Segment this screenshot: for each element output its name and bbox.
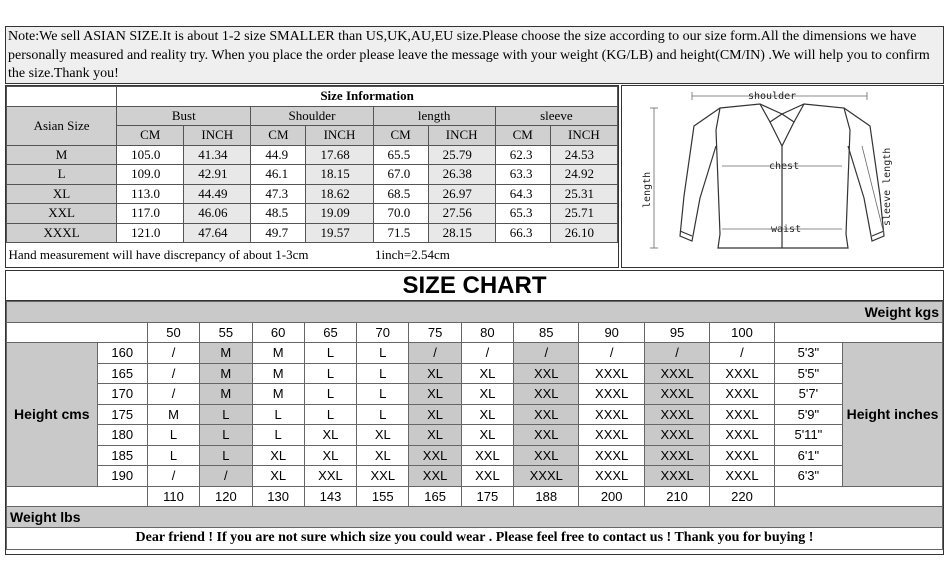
weight-lb-cell: 175	[461, 486, 513, 507]
measurement-value: 71.5	[373, 223, 428, 243]
unit-header: INCH	[428, 126, 495, 146]
measurement-footnote: Hand measurement will have discrepancy of about 1-3cm	[8, 246, 309, 262]
size-cell: XXL	[514, 363, 579, 384]
size-chart-title: SIZE CHART	[5, 270, 944, 300]
size-cell: L	[147, 445, 199, 466]
measurement-value: 19.09	[306, 204, 373, 224]
size-cell: L	[357, 363, 409, 384]
size-cell: XXXL	[579, 404, 644, 425]
size-cell: XXXL	[710, 445, 774, 466]
size-cell: L	[304, 404, 356, 425]
size-cell: /	[147, 343, 199, 364]
height-cm-cell: 175	[97, 404, 147, 425]
size-information-table	[5, 85, 619, 268]
size-chart-row	[7, 404, 943, 425]
size-cell: XL	[461, 404, 513, 425]
diagram-chest-label: chest	[769, 161, 800, 172]
size-cell: XXL	[461, 466, 513, 487]
measurement-value: 105.0	[117, 145, 184, 165]
height-cm-cell: 190	[97, 466, 147, 487]
size-cell: XXL	[514, 404, 579, 425]
weight-kg-cell: 95	[644, 322, 709, 343]
measurement-value: 67.0	[373, 165, 428, 185]
unit-header: CM	[495, 126, 550, 146]
size-cell: XXXL	[644, 363, 709, 384]
size-cell: M	[200, 363, 252, 384]
size-cell: XXXL	[579, 384, 644, 405]
contact-message: Dear friend ! If you are not sure which size you could wear . Please feel free to contact us ! Thank you for buying !	[7, 527, 943, 549]
weight-lb-cell: 120	[200, 486, 252, 507]
size-cell: XXXL	[644, 466, 709, 487]
unit-header: CM	[373, 126, 428, 146]
size-cell: XXL	[409, 466, 461, 487]
size-info-row	[7, 145, 618, 165]
size-cell: L	[200, 425, 252, 446]
size-chart-row	[7, 363, 943, 384]
measurement-value: 117.0	[117, 204, 184, 224]
size-cell: XL	[409, 363, 461, 384]
size-info-row	[7, 165, 618, 185]
size-cell: XL	[357, 425, 409, 446]
measurement-value: 18.15	[306, 165, 373, 185]
size-chart-table	[5, 300, 944, 555]
height-cm-cell: 165	[97, 363, 147, 384]
weight-lb-cell: 110	[147, 486, 199, 507]
size-cell: XXL	[514, 445, 579, 466]
length-header: length	[373, 106, 495, 126]
weight-lb-cell: 200	[579, 486, 644, 507]
size-cell: XXXL	[710, 363, 774, 384]
size-label: XL	[7, 184, 117, 204]
height-inch-cell: 6'3"	[774, 466, 842, 487]
measurement-value: 17.68	[306, 145, 373, 165]
size-cell: XXXL	[514, 466, 579, 487]
height-inches-label: Height inches	[843, 343, 943, 487]
height-inch-cell: 6'1"	[774, 445, 842, 466]
height-inch-cell: 5'7'	[774, 384, 842, 405]
size-cell: L	[147, 425, 199, 446]
diagram-length-label: length	[642, 171, 653, 208]
unit-header: INCH	[306, 126, 373, 146]
size-chart-row	[7, 445, 943, 466]
measurement-value: 44.49	[184, 184, 251, 204]
size-cell: M	[252, 363, 304, 384]
height-cm-cell: 185	[97, 445, 147, 466]
size-cell: XL	[409, 384, 461, 405]
diagram-waist-label: waist	[771, 224, 802, 235]
size-cell: L	[252, 404, 304, 425]
size-cell: L	[357, 404, 409, 425]
size-cell: XXXL	[644, 445, 709, 466]
inch-conversion: 1inch=2.54cm	[375, 246, 450, 262]
measurement-value: 44.9	[251, 145, 306, 165]
shoulder-header: Shoulder	[251, 106, 373, 126]
weight-lb-cell: 188	[514, 486, 579, 507]
measurement-value: 19.57	[306, 223, 373, 243]
size-cell: L	[357, 343, 409, 364]
size-info-row	[7, 223, 618, 243]
size-cell: XL	[409, 404, 461, 425]
measurement-value: 41.34	[184, 145, 251, 165]
size-cell: L	[304, 363, 356, 384]
height-inch-cell: 5'9"	[774, 404, 842, 425]
size-cell: XXXL	[579, 466, 644, 487]
size-cell: XXXL	[579, 445, 644, 466]
measurement-value: 26.38	[428, 165, 495, 185]
corner-cell	[7, 322, 148, 343]
measurement-value: 70.0	[373, 204, 428, 224]
weight-kg-cell: 65	[304, 322, 356, 343]
size-cell: XXXL	[644, 384, 709, 405]
size-cell: XL	[409, 425, 461, 446]
height-cm-cell: 170	[97, 384, 147, 405]
asian-size-header: Asian Size	[7, 106, 117, 145]
weight-lb-cell: 165	[409, 486, 461, 507]
measurement-value: 28.15	[428, 223, 495, 243]
size-cell: XL	[252, 445, 304, 466]
size-cell: XXXL	[710, 384, 774, 405]
measurement-value: 26.10	[550, 223, 617, 243]
height-cms-label: Height cms	[7, 343, 98, 487]
measurement-value: 24.53	[550, 145, 617, 165]
measurement-value: 121.0	[117, 223, 184, 243]
size-cell: M	[252, 343, 304, 364]
height-inch-cell: 5'11"	[774, 425, 842, 446]
measurement-value: 47.64	[184, 223, 251, 243]
size-cell: XL	[461, 384, 513, 405]
size-chart-row	[7, 343, 943, 364]
size-cell: XXXL	[579, 425, 644, 446]
measurement-value: 62.3	[495, 145, 550, 165]
shirt-illustration-icon	[622, 86, 943, 267]
size-cell: L	[304, 384, 356, 405]
size-cell: /	[409, 343, 461, 364]
weight-lb-cell: 155	[357, 486, 409, 507]
measurement-value: 68.5	[373, 184, 428, 204]
height-cm-cell: 180	[97, 425, 147, 446]
corner-cell	[7, 486, 148, 507]
measurement-value: 25.71	[550, 204, 617, 224]
size-cell: XL	[357, 445, 409, 466]
size-cell: M	[252, 384, 304, 405]
height-cm-cell: 160	[97, 343, 147, 364]
size-cell: XXL	[461, 445, 513, 466]
measurement-value: 26.97	[428, 184, 495, 204]
measurement-value: 113.0	[117, 184, 184, 204]
measurement-value: 65.5	[373, 145, 428, 165]
size-cell: /	[147, 466, 199, 487]
weight-lb-cell: 143	[304, 486, 356, 507]
measurement-value: 25.79	[428, 145, 495, 165]
size-info-row	[7, 204, 618, 224]
measurement-value: 18.62	[306, 184, 373, 204]
size-cell: XXL	[409, 445, 461, 466]
size-cell: L	[304, 343, 356, 364]
size-cell: L	[357, 384, 409, 405]
size-cell: XXXL	[710, 404, 774, 425]
measurement-value: 66.3	[495, 223, 550, 243]
height-inch-cell: 5'3"	[774, 343, 842, 364]
size-cell: XL	[304, 425, 356, 446]
weight-kg-cell: 50	[147, 322, 199, 343]
size-cell: XXL	[357, 466, 409, 487]
measurement-value: 64.3	[495, 184, 550, 204]
measurement-value: 48.5	[251, 204, 306, 224]
bust-header: Bust	[117, 106, 251, 126]
size-cell: XXXL	[710, 466, 774, 487]
weight-lb-cell: 130	[252, 486, 304, 507]
corner-cell	[774, 322, 942, 343]
weight-lb-cell: 210	[644, 486, 709, 507]
sleeve-header: sleeve	[495, 106, 617, 126]
size-cell: /	[644, 343, 709, 364]
measurement-value: 47.3	[251, 184, 306, 204]
unit-header: INCH	[550, 126, 617, 146]
measurement-value: 46.1	[251, 165, 306, 185]
size-info-row	[7, 184, 618, 204]
measurement-value: 65.3	[495, 204, 550, 224]
shirt-measurement-diagram	[621, 85, 944, 268]
size-chart-row	[7, 425, 943, 446]
corner-cell	[774, 486, 942, 507]
size-info-title: Size Information	[117, 87, 618, 107]
size-cell: /	[710, 343, 774, 364]
size-cell: /	[461, 343, 513, 364]
size-chart-row	[7, 384, 943, 405]
size-cell: L	[200, 445, 252, 466]
size-chart-row	[7, 466, 943, 487]
size-cell: XXXL	[710, 425, 774, 446]
size-cell: /	[514, 343, 579, 364]
size-cell: XL	[461, 363, 513, 384]
measurement-value: 24.92	[550, 165, 617, 185]
size-cell: XXL	[304, 466, 356, 487]
size-info-spacer	[7, 87, 117, 107]
size-cell: XL	[252, 466, 304, 487]
size-cell: L	[200, 404, 252, 425]
unit-header: CM	[117, 126, 184, 146]
size-cell: /	[579, 343, 644, 364]
size-cell: M	[200, 343, 252, 364]
weight-kg-cell: 85	[514, 322, 579, 343]
size-label: XXL	[7, 204, 117, 224]
size-cell: M	[200, 384, 252, 405]
size-cell: XL	[461, 425, 513, 446]
weight-kg-cell: 100	[710, 322, 774, 343]
size-cell: XL	[304, 445, 356, 466]
unit-header: INCH	[184, 126, 251, 146]
measurement-value: 49.7	[251, 223, 306, 243]
measurement-value: 46.06	[184, 204, 251, 224]
weight-kg-cell: 60	[252, 322, 304, 343]
weight-kgs-label: Weight kgs	[7, 302, 943, 323]
weight-kg-cell: 80	[461, 322, 513, 343]
measurement-value: 109.0	[117, 165, 184, 185]
measurement-value: 42.91	[184, 165, 251, 185]
size-cell: XXXL	[579, 363, 644, 384]
diagram-sleeve-length-label: sleeve length	[882, 147, 893, 226]
size-label: M	[7, 145, 117, 165]
weight-lb-cell: 220	[710, 486, 774, 507]
size-cell: M	[147, 404, 199, 425]
unit-header: CM	[251, 126, 306, 146]
size-label: L	[7, 165, 117, 185]
size-cell: /	[147, 363, 199, 384]
weight-kg-cell: 90	[579, 322, 644, 343]
measurement-value: 27.56	[428, 204, 495, 224]
measurement-value: 63.3	[495, 165, 550, 185]
size-cell: /	[200, 466, 252, 487]
size-cell: XXL	[514, 384, 579, 405]
weight-lbs-label: Weight lbs	[7, 507, 943, 528]
measurement-value: 25.31	[550, 184, 617, 204]
weight-kg-cell: 75	[409, 322, 461, 343]
weight-kg-cell: 70	[357, 322, 409, 343]
size-cell: /	[147, 384, 199, 405]
diagram-shoulder-label: shoulder	[748, 91, 797, 102]
height-inch-cell: 5'5"	[774, 363, 842, 384]
size-cell: XXXL	[644, 425, 709, 446]
weight-kg-cell: 55	[200, 322, 252, 343]
size-label: XXXL	[7, 223, 117, 243]
size-cell: L	[252, 425, 304, 446]
size-cell: XXXL	[644, 404, 709, 425]
size-cell: XXL	[514, 425, 579, 446]
size-note: Note:We sell ASIAN SIZE.It is about 1-2 size SMALLER than US,UK,AU,EU size.Please choose the size according to our size form.All the dimensions we have personally measured and reality try. When you place the order please leave the message with your weight (KG/LB) and height(CM/IN) .We will help you to confirm the size.Thank you!	[5, 26, 944, 84]
